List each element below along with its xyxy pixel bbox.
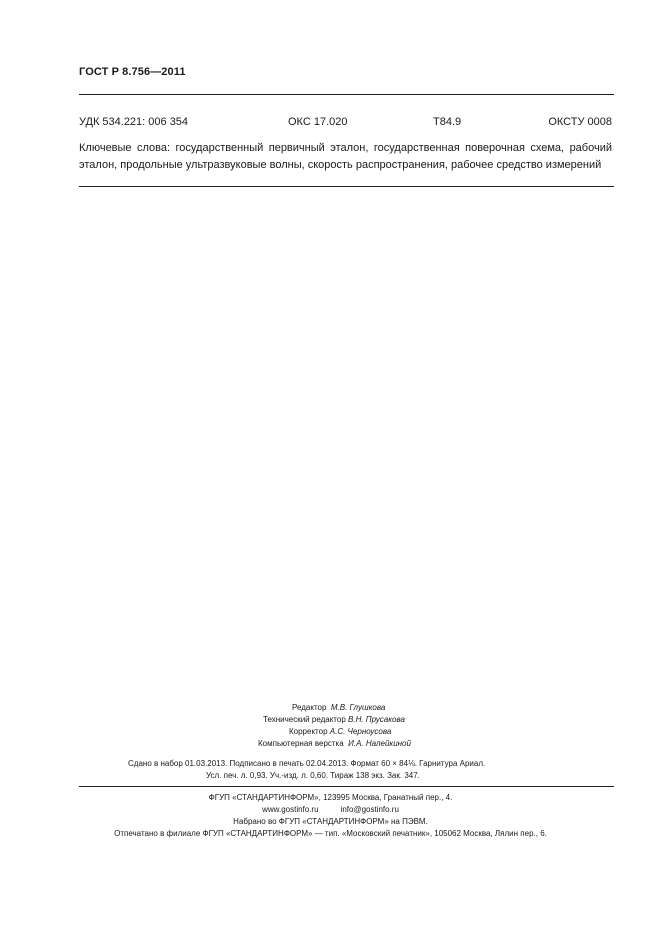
- top-divider: [79, 94, 614, 95]
- t-code: Т84.9: [433, 116, 462, 128]
- keywords-paragraph: Ключевые слова: государственный первичный эталон, государственная поверочная схема, рабочий эталон, продольные ультразвуковые волны, скорость распространения, рабочее средство измерений: [79, 142, 612, 171]
- corrector-label: Корректор: [289, 727, 328, 736]
- publisher-divider: [79, 786, 614, 787]
- publisher-contacts: [0, 805, 661, 814]
- typeset-line: Набрано во ФГУП «СТАНДАРТИНФОРМ» на ПЭВМ.: [233, 817, 428, 826]
- printed-line: Отпечатано в филиале ФГУП «СТАНДАРТИНФОРМ» — тип. «Московский печатник», 105062 Москва, Лялин пер., 6.: [114, 829, 547, 838]
- okstu-code: ОКСТУ 0008: [548, 116, 612, 128]
- editor-label: Редактор: [292, 703, 327, 712]
- tech-editor-name: В.Н. Прусакова: [348, 715, 405, 724]
- tech-editor-label: Технический редактор: [263, 715, 346, 724]
- publisher-email: info@gostinfo.ru: [340, 805, 399, 814]
- corrector-name: А.С. Черноусова: [329, 727, 392, 736]
- udk-code: УДК 534.221: 006 354: [79, 116, 189, 128]
- tech-editor-line: [263, 714, 405, 726]
- corrector-line: [289, 726, 391, 738]
- editor-line: [292, 702, 385, 714]
- layout-label: Компьютерная верстка: [258, 739, 344, 748]
- print-info-line-2: Усл. печ. л. 0,93. Уч.-изд. л. 0,60. Тираж 138 экз. Зак. 347.: [206, 771, 420, 780]
- publisher-address: ФГУП «СТАНДАРТИНФОРМ», 123995 Москва, Гранатный пер., 4.: [208, 793, 453, 802]
- layout-name: И.А. Налейкиной: [348, 739, 411, 748]
- print-info-line-1: Сдано в набор 01.03.2013. Подписано в печать 02.04.2013. Формат 60 × 84⅛. Гарнитура Ариал.: [128, 759, 486, 768]
- layout-line: [258, 738, 411, 750]
- document-code: ГОСТ Р 8.756—2011: [79, 66, 186, 78]
- oks-code: ОКС 17.020: [288, 116, 348, 128]
- keywords-divider: [79, 186, 614, 187]
- publisher-website: www.gostinfo.ru: [262, 805, 319, 814]
- editor-name: М.В. Глушкова: [330, 703, 386, 712]
